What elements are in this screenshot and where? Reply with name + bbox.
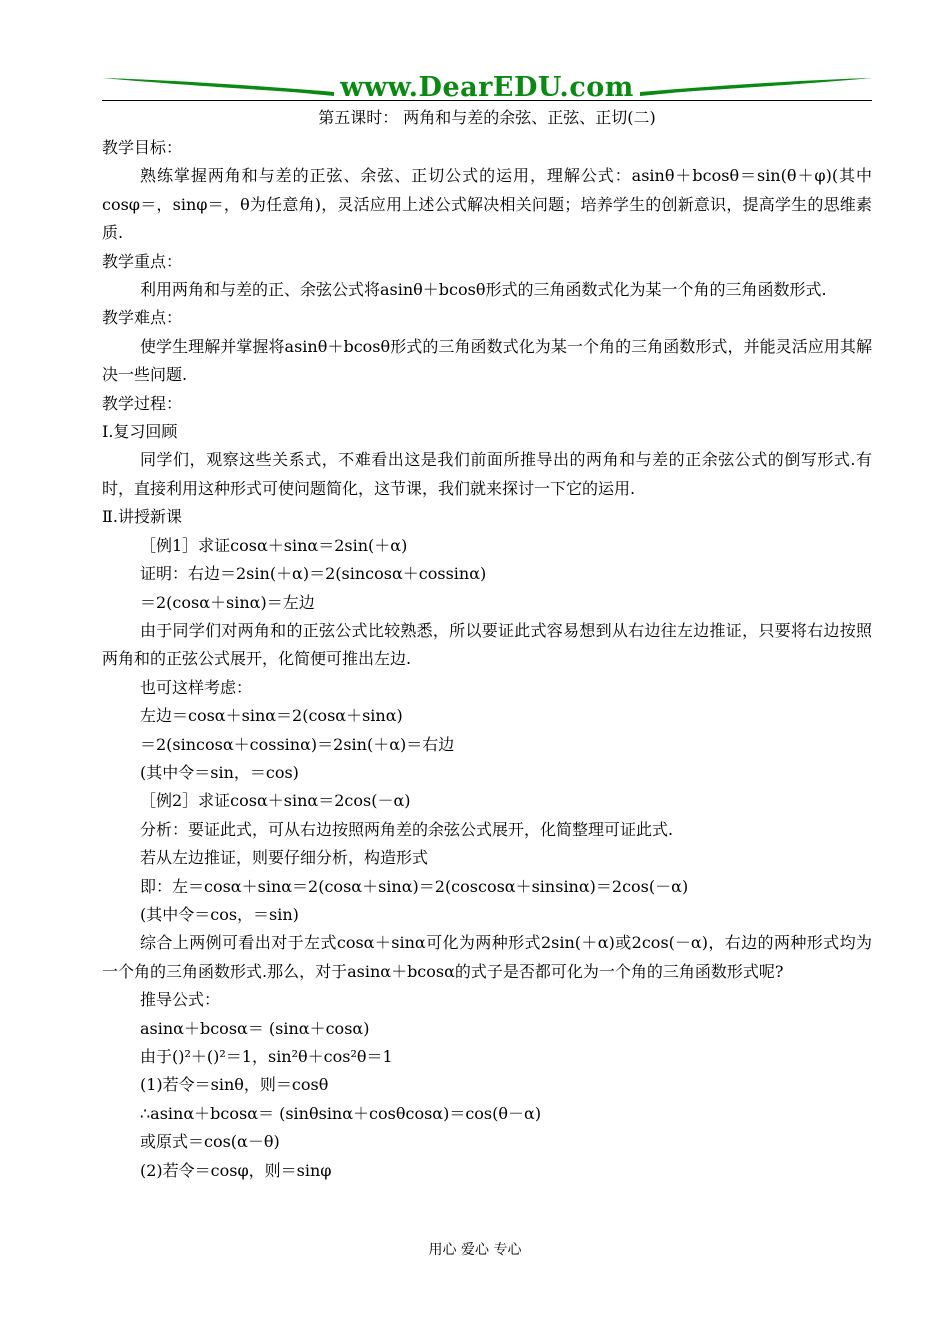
paragraph: 熟练掌握两角和与差的正弦、余弦、正切公式的运用，理解公式：asinθ＋bcosθ＝sin(θ＋φ)(其中cosφ＝，sinφ＝，θ为任意角)，灵活应用上述公式解决相关问题；培养学生的创新意识，提高学生的思维素质. [102,166,872,243]
proof-line: (其中令＝sin，＝cos) [140,762,299,782]
proof-line: 也可这样考虑： [140,677,253,697]
formula-line: (1)若令＝sinθ，则＝cosθ [140,1075,329,1095]
formula-line: (2)若令＝cosφ，则＝sinφ [140,1160,332,1180]
proof-line: ＝2(sincosα＋cossinα)＝2sin(＋α)＝右边 [140,734,455,754]
paragraph: 使学生理解并掌握将asinθ＋bcosθ形式的三角函数式化为某一个角的三角函数形式，并能灵活应用其解决一些问题. [102,336,872,385]
formula-line: 由于()²＋()²＝1，sin²θ＋cos²θ＝1 [140,1047,393,1066]
proof-line: 左边＝cosα＋sinα＝2(cosα＋sinα) [140,706,403,726]
proof-line: 分析：要证此式，可从右边按照两角差的余弦公式展开，化简整理可证此式. [140,819,674,839]
paragraph: 同学们，观察这些关系式，不难看出这是我们前面所推导出的两角和与差的正余弦公式的倒写形式.有时，直接利用这种形式可使问题简化，这节课，我们就来探讨一下它的运用. [102,450,872,498]
section-heading: 教学重点： [102,251,183,271]
header-rule [102,100,872,101]
proof-line: 证明：右边＝2sin(＋α)＝2(sincosα＋cossinα) [140,564,487,584]
formula-line: 或原式＝cos(α－θ) [140,1132,280,1152]
proof-line: 即：左＝cosα＋sinα＝2(cosα＋sinα)＝2(coscosα＋sinsinα)＝2cos(－α) [140,876,689,896]
site-header-banner [102,70,872,110]
proof-line: (其中令＝cos，＝sin) [140,904,299,924]
paragraph: 由于同学们对两角和的正弦公式比较熟悉，所以要证此式容易想到从右边往左边推证，只要将右边按照两角和的正弦公式展开，化简便可推出左边. [102,620,872,669]
section-heading: Ⅱ.讲授新课 [102,507,182,527]
section-heading: 教学目标： [102,138,183,157]
section-heading: Ⅰ.复习回顾 [102,422,178,442]
section-heading: 教学难点： [102,308,183,328]
section-heading: 教学过程： [102,393,183,413]
paragraph: 综合上两例可看出对于左式cosα＋sinα可化为两种形式2sin(＋α)或2cos(－α)，右边的两种形式均为一个角的三角函数形式.那么，对于asinα＋bcosα的式子是否都可化为一个角的三角函数形式呢? [102,933,872,981]
proof-line: 若从左边推证，则要仔细分析，构造形式 [140,848,429,868]
document-body [102,134,872,1185]
formula-line: ∴asinα＋bcosα＝ (sinθsinα＋cosθcosα)＝cos(θ－α) [140,1103,542,1123]
page-footer: 用心 爱心 专心 [428,1242,522,1258]
example-heading: ［例1］求证cosα＋sinα＝2sin(＋α) [140,535,408,555]
proof-line: ＝2(cosα＋sinα)＝左边 [140,592,315,612]
proof-line: 推导公式： [140,990,221,1010]
formula-line: asinα＋bcosα＝ (sinα＋cosα) [140,1018,370,1038]
site-logo-text: www.DearEDU.com [340,72,634,103]
page-title: 第五课时： 两角和与差的余弦、正弦、正切(二) [318,108,656,127]
paragraph: 利用两角和与差的正、余弦公式将asinθ＋bcosθ形式的三角函数式化为某一个角的三角函数形式. [140,280,827,300]
example-heading: ［例2］求证cosα＋sinα＝2cos(－α) [140,791,411,811]
